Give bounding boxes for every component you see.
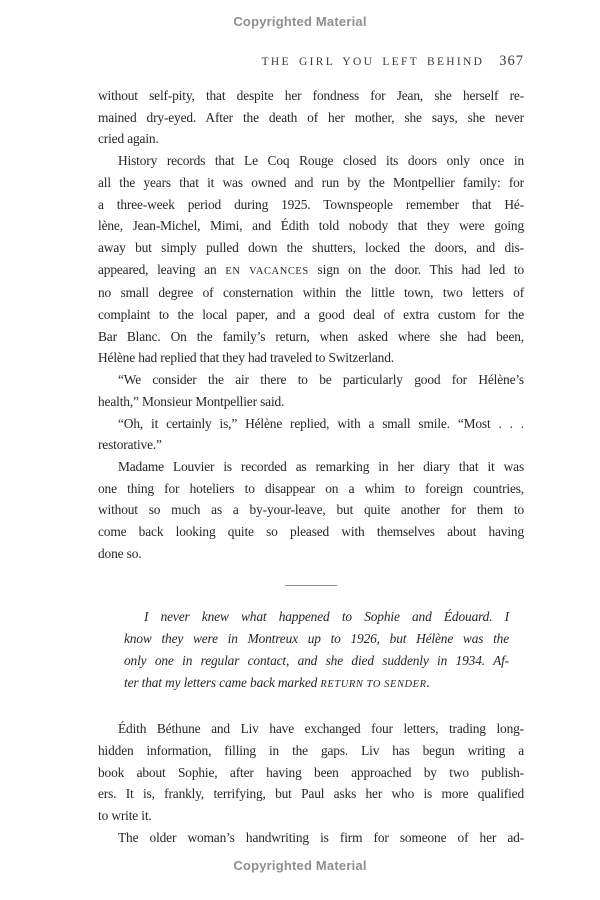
copyright-watermark-top: Copyrighted Material [233,14,367,29]
running-head [98,53,524,70]
text-line: done so. [98,545,142,561]
small-caps-text: RETURN TO SENDER [320,678,427,690]
text-line: no small degree of consternation within the little town, two letters of [98,285,524,301]
text-line: Madame Louvier is recorded as remarking in her diary that it was [118,458,524,474]
text-line: mained dry-eyed. After the death of her mother, she says, she never [98,109,524,125]
text-line: complaint to the local paper, and a good deal of extra custom for the [98,307,524,323]
page-number: 367 [499,53,524,69]
body-text [98,85,524,849]
text-line: one thing for hoteliers to disappear on a whim to foreign countries, [98,480,524,496]
running-head-title: THE GIRL YOU LEFT BEHIND [261,56,485,68]
copyright-watermark-bottom: Copyrighted Material [233,858,367,873]
text-line: away but simply pulled down the shutters, locked the doors, and dis- [98,239,524,255]
text-line: lène, Jean-Michel, Mimi, and Édith told nobody that they were going [98,218,524,234]
text-line: Bar Blanc. On the family’s return, when asked where she had been, [98,328,524,344]
text-line: appeared, leaving an EN VACANCES sign on the door. This had led to [98,261,524,277]
text-line: all the years that it was owned and run by the Montpellier family: for [98,174,524,190]
text-line: restorative.” [98,437,162,453]
page-content [98,0,524,849]
text-line: ers. It is, frankly, terrifying, but Paul asks her who is more qualified [98,786,524,802]
text-line: cried again. [98,131,159,147]
paragraph [98,827,524,849]
text-line: book about Sophie, after having been approached by two publish- [98,764,524,780]
text-line: to write it. [98,808,152,824]
text-line: Hélène had replied that they had traveled to Switzerland. [98,350,394,366]
small-caps-text: EN VACANCES [225,265,309,277]
paragraph [98,369,524,412]
text-line: Édith Béthune and Liv have exchanged four letters, trading long- [118,721,524,737]
text-line: “We consider the air there to be particularly good for Hélène’s [118,372,524,388]
text-line: health,” Monsieur Montpellier said. [98,393,285,409]
text-line: “Oh, it certainly is,” Hélène replied, with a small smile. “Most . . . [118,415,524,431]
paragraph [98,456,524,565]
text-line: I never knew what happened to Sophie and Édouard. I [144,609,509,625]
text-line: hidden information, filling in the gaps. Liv has begun writing a [98,742,524,758]
text-line: come back looking quite so pleased with themselves about having [98,524,524,540]
section-divider [285,585,337,586]
paragraph [124,606,509,695]
text-line: a three-week period during 1925. Townspeople remember that Hé- [98,196,524,212]
text-line: only one in regular contact, and she died suddenly in 1934. Af- [124,652,509,668]
text-line: The older woman’s handwriting is firm for someone of her ad- [118,829,524,845]
paragraph [98,150,524,369]
paragraph [98,413,524,456]
text-line: without self-pity, that despite her fondness for Jean, she herself re- [98,88,524,103]
text-line: History records that Le Coq Rouge closed its doors only once in [118,153,524,169]
text-line: know they were in Montreux up to 1926, but Hélène was the [124,631,509,647]
text-line: without so much as a by-your-leave, but quite another for them to [98,502,524,518]
paragraph [98,85,524,150]
text-line: ter that my letters came back marked RETURN TO SENDER. [124,674,430,690]
paragraph [98,718,524,827]
